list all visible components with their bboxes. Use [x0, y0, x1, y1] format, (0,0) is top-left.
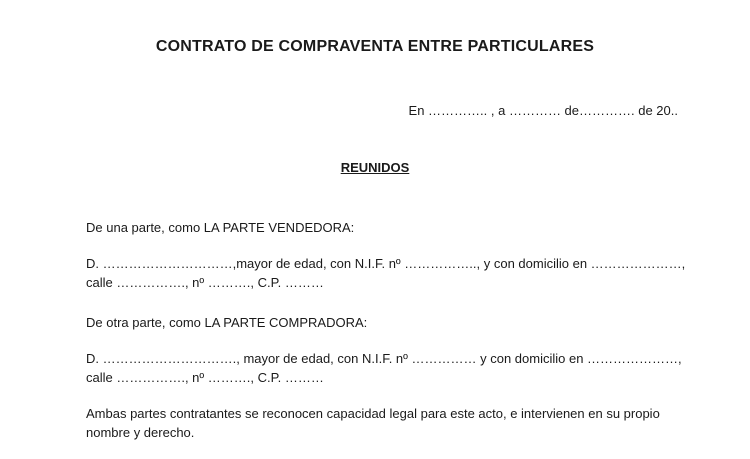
date-place-line: En ………….. , a ………… de…………. de 20.. [408, 103, 678, 118]
buyer-details-line-2: calle ……………., nº ………., C.P. ……… [86, 370, 324, 385]
buyer-details [86, 349, 686, 387]
seller-details-line-2: calle ……………., nº ………., C.P. ……… [86, 275, 324, 290]
seller-details [86, 254, 686, 292]
section-heading-reunidos: REUNIDOS [340, 160, 410, 175]
document-title: CONTRATO DE COMPRAVENTA ENTRE PARTICULARES [155, 38, 595, 55]
buyer-intro: De otra parte, como LA PARTE COMPRADORA: [86, 315, 368, 330]
seller-intro: De una parte, como LA PARTE VENDEDORA: [86, 220, 355, 235]
seller-details-line-1: D. …………………………,mayor de edad, con N.I.F. nº …………….., y con domicilio en …………………, [86, 256, 686, 271]
closing-paragraph: Ambas partes contratantes se reconocen capacidad legal para este acto, e intervienen en su propio nombre y derecho. [86, 406, 660, 440]
buyer-details-line-1: D. …………………………., mayor de edad, con N.I.F. nº …………… y con domicilio en …………………, [86, 351, 682, 366]
